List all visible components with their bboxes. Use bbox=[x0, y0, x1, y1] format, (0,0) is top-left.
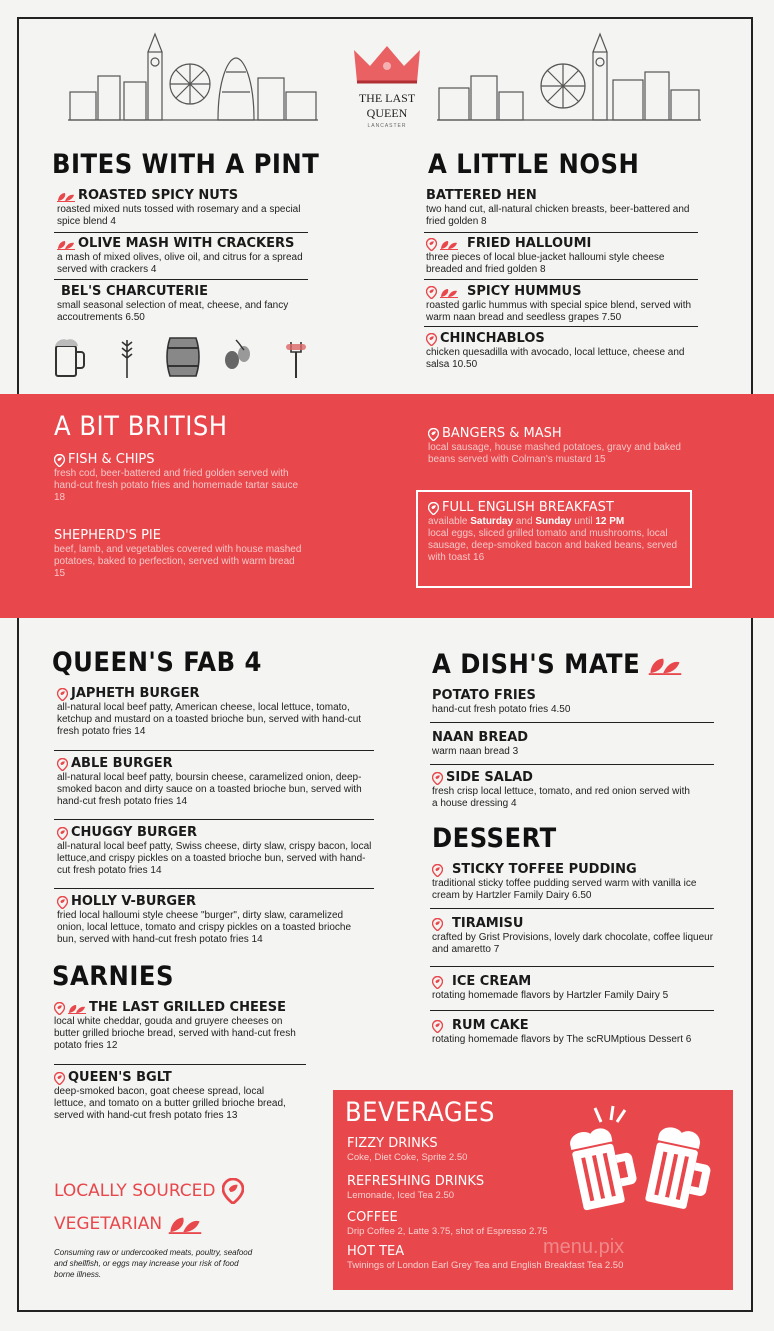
locally-sourced-icon bbox=[426, 286, 437, 299]
legend-local bbox=[54, 1178, 244, 1204]
item-name: JAPHETH BURGER bbox=[71, 686, 200, 701]
item-name: CHINCHABLOS bbox=[440, 331, 545, 346]
divider bbox=[430, 966, 714, 967]
item-name: FULL ENGLISH BREAKFAST bbox=[442, 500, 614, 515]
sausage-fork-icon bbox=[284, 338, 308, 378]
menu-item bbox=[426, 331, 696, 371]
divider bbox=[54, 888, 374, 889]
locally-sourced-icon bbox=[54, 1072, 65, 1085]
menu-item bbox=[54, 452, 304, 504]
item-name: SHEPHERD'S PIE bbox=[54, 528, 161, 543]
locally-sourced-icon bbox=[57, 827, 68, 840]
item-desc: local sausage, house mashed potatoes, gravy and baked beans served with Colman's mustard 15 bbox=[428, 442, 681, 465]
vegetarian-icon bbox=[68, 1003, 86, 1014]
section-title-british: A BIT BRITISH bbox=[54, 411, 228, 442]
divider bbox=[54, 279, 308, 280]
locally-sourced-icon bbox=[432, 918, 443, 931]
item-desc: three pieces of local blue-jacket halloumi style cheese breaded and fried golden 8 bbox=[426, 252, 665, 275]
divider bbox=[54, 232, 308, 233]
vegetarian-icon bbox=[57, 191, 75, 202]
item-desc: rotating homemade flavors by The scRUMptious Dessert 6 bbox=[432, 1034, 692, 1045]
item-desc: crafted by Grist Provisions, lovely dark chocolate, coffee liqueur and amaretto 7 bbox=[432, 932, 714, 955]
barrel-icon bbox=[166, 336, 200, 378]
item-desc: fried local halloumi style cheese "burger", dirty slaw, caramelized onion, local lettuce, tomato and crispy pickles on a toasted brioche bun, served with hand-cut fresh potato fries 14 bbox=[57, 910, 352, 945]
locally-sourced-icon bbox=[57, 688, 68, 701]
item-desc: roasted garlic hummus with special spice blend, served with warm naan bread and seedless grapes 7.50 bbox=[426, 300, 692, 323]
menu-item bbox=[347, 1244, 731, 1272]
menu-item bbox=[57, 756, 373, 808]
item-name: HOT TEA bbox=[347, 1244, 405, 1259]
item-name: THE LAST GRILLED CHEESE bbox=[89, 1000, 286, 1015]
item-name: ROASTED SPICY NUTS bbox=[78, 188, 239, 203]
vegetarian-icon bbox=[440, 287, 458, 298]
locally-sourced-icon bbox=[57, 896, 68, 909]
menu-item bbox=[54, 528, 304, 580]
wheat-icon bbox=[118, 336, 136, 378]
locally-sourced-icon bbox=[428, 428, 439, 441]
full-english-box bbox=[416, 490, 692, 588]
item-desc: roasted mixed nuts tossed with rosemary and a special spice blend 4 bbox=[57, 204, 301, 227]
item-name: ABLE BURGER bbox=[71, 756, 173, 771]
locally-sourced-icon bbox=[54, 454, 65, 467]
divider bbox=[430, 722, 714, 723]
menu-item bbox=[426, 236, 696, 276]
london-skyline-left-icon bbox=[68, 32, 318, 124]
item-desc: local white cheddar, gouda and gruyere cheeses on butter grilled brioche bread, served with hand-cut fresh potato fries 12 bbox=[54, 1016, 296, 1051]
item-desc: Coke, Diet Coke, Sprite 2.50 bbox=[347, 1152, 468, 1163]
item-desc: rotating homemade flavors by Hartzler Family Dairy 5 bbox=[432, 990, 669, 1001]
item-desc: fresh cod, beer-battered and fried golden served with hand-cut fresh potato fries and homemade tartar sauce 18 bbox=[54, 468, 299, 503]
menu-item bbox=[432, 688, 712, 716]
cheers-mugs-icon bbox=[563, 1104, 723, 1224]
item-name: COFFEE bbox=[347, 1210, 398, 1225]
menu-item bbox=[432, 862, 714, 902]
divider bbox=[430, 908, 714, 909]
item-desc: two hand cut, all-natural chicken breasts, beer-battered and fried golden 8 bbox=[426, 204, 690, 227]
menu-item bbox=[426, 284, 698, 324]
divider bbox=[430, 1010, 714, 1011]
item-desc: fresh crisp local lettuce, tomato, and red onion served with a house dressing 4 bbox=[432, 786, 690, 809]
section-title-fab4: QUEEN'S FAB 4 bbox=[52, 647, 262, 678]
availability-until: until bbox=[574, 516, 593, 527]
section-title-mate: A DISH'S MATE bbox=[432, 649, 641, 680]
item-name: POTATO FRIES bbox=[432, 688, 536, 703]
locally-sourced-icon bbox=[432, 1020, 443, 1033]
item-name: ICE CREAM bbox=[452, 974, 532, 989]
item-desc: local eggs, sliced grilled tomato and mushrooms, local sausage, deep-smoked bacon and baked beans, served with toast 16 bbox=[428, 528, 678, 563]
item-desc: Twinings of London Earl Grey Tea and English Breakfast Tea 2.50 bbox=[347, 1260, 624, 1271]
item-name: FIZZY DRINKS bbox=[347, 1136, 438, 1151]
item-name: OLIVE MASH WITH CRACKERS bbox=[78, 236, 295, 251]
item-name: STICKY TOFFEE PUDDING bbox=[452, 862, 637, 877]
item-desc: Lemonade, Iced Tea 2.50 bbox=[347, 1190, 455, 1201]
menu-item bbox=[57, 894, 373, 946]
item-desc: all-natural local beef patty, American cheese, local lettuce, tomato, ketchup and mustard on a toasted brioche bun, served with hand-cut fresh potato fries 14 bbox=[57, 702, 362, 737]
legend-local-label: LOCALLY SOURCED bbox=[54, 1181, 216, 1201]
divider bbox=[424, 326, 698, 327]
item-name: RUM CAKE bbox=[452, 1018, 529, 1033]
section-title-nosh: A LITTLE NOSH bbox=[428, 149, 640, 180]
food-safety-warning: Consuming raw or undercooked meats, poultry, seafood and shellfish, or eggs may increase your risk of food borne illness. bbox=[54, 1248, 253, 1279]
menu-item bbox=[428, 500, 684, 564]
vegetarian-icon bbox=[168, 1214, 202, 1234]
item-desc: hand-cut fresh potato fries 4.50 bbox=[432, 704, 571, 715]
menu-item bbox=[54, 1070, 288, 1122]
locally-sourced-icon bbox=[432, 976, 443, 989]
menu-item bbox=[428, 426, 690, 466]
divider bbox=[430, 764, 714, 765]
item-name: REFRESHING DRINKS bbox=[347, 1174, 485, 1189]
section-title-dessert: DESSERT bbox=[432, 823, 557, 854]
divider bbox=[424, 279, 698, 280]
item-desc: all-natural local beef patty, Swiss cheese, dirty slaw, crispy bacon, local lettuce,and crispy pickles on a toasted brioche bun, served with hand-cut fresh potato fries 14 bbox=[57, 841, 372, 876]
locally-sourced-icon bbox=[432, 864, 443, 877]
item-name: BANGERS & MASH bbox=[442, 426, 562, 441]
item-desc: beef, lamb, and vegetables covered with house mashed potatoes, baked to perfection, served with warm bread 15 bbox=[54, 544, 302, 579]
divider bbox=[54, 819, 374, 820]
section-header-mate bbox=[432, 650, 682, 680]
vegetarian-icon bbox=[440, 239, 458, 250]
availability-and: and bbox=[515, 516, 533, 527]
locally-sourced-icon bbox=[57, 758, 68, 771]
beer-mug-icon bbox=[54, 336, 86, 378]
legend-veg-label: VEGETARIAN bbox=[54, 1214, 163, 1234]
item-name: TIRAMISU bbox=[452, 916, 524, 931]
item-desc: Drip Coffee 2, Latte 3.75, shot of Espresso 2.75 bbox=[347, 1226, 548, 1237]
divider bbox=[54, 750, 374, 751]
item-desc: a mash of mixed olives, olive oil, and citrus for a spread served with crackers 4 bbox=[57, 252, 303, 275]
item-name: BATTERED HEN bbox=[426, 188, 537, 203]
menu-item bbox=[432, 916, 714, 956]
hops-icon bbox=[222, 338, 252, 374]
locally-sourced-icon bbox=[432, 772, 443, 785]
menu-item bbox=[57, 236, 307, 276]
availability-day2: Sunday bbox=[535, 516, 572, 527]
vegetarian-icon bbox=[57, 239, 75, 250]
availability-day1: Saturday bbox=[470, 516, 514, 527]
locally-sourced-icon bbox=[426, 238, 437, 251]
item-name: HOLLY V-BURGER bbox=[71, 894, 196, 909]
menu-item bbox=[432, 1018, 724, 1046]
divider bbox=[424, 232, 698, 233]
item-desc: small seasonal selection of meat, cheese, and fancy accoutrements 6.50 bbox=[57, 300, 289, 323]
item-name: BEL'S CHARCUTERIE bbox=[61, 284, 209, 299]
section-title-sarnies: SARNIES bbox=[52, 961, 174, 992]
item-desc: chicken quesadilla with avocado, local lettuce, cheese and salsa 10.50 bbox=[426, 347, 685, 370]
item-desc: warm naan bread 3 bbox=[432, 746, 519, 757]
item-name: SPICY HUMMUS bbox=[467, 284, 582, 299]
item-desc: deep-smoked bacon, goat cheese spread, local lettuce, and tomato on a butter grilled brioche bread, served with hand-cut fresh potato fries 13 bbox=[54, 1086, 286, 1121]
locally-sourced-icon bbox=[222, 1178, 244, 1204]
section-title-bites: BITES WITH A PINT bbox=[52, 149, 320, 180]
menu-item bbox=[432, 770, 692, 810]
beverages-panel bbox=[333, 1090, 733, 1290]
crown-icon bbox=[352, 44, 422, 86]
brand-name-line2: QUEEN bbox=[366, 106, 408, 120]
menu-item bbox=[57, 188, 307, 228]
legend-veg bbox=[54, 1214, 202, 1234]
locally-sourced-icon bbox=[54, 1002, 65, 1015]
brand-name-line1: THE LAST bbox=[358, 91, 416, 105]
menu-item bbox=[57, 284, 307, 324]
divider bbox=[54, 1064, 306, 1065]
brand-logo bbox=[337, 44, 437, 129]
item-name: CHUGGY BURGER bbox=[71, 825, 198, 840]
menu-item bbox=[426, 188, 696, 228]
watermark: menu.pix bbox=[543, 1236, 625, 1258]
availability-time: 12 PM bbox=[595, 516, 625, 527]
item-desc: traditional sticky toffee pudding served warm with vanilla ice cream by Hartzler Family Dairy 6.50 bbox=[432, 878, 697, 901]
item-name: QUEEN'S BGLT bbox=[68, 1070, 172, 1085]
availability-line bbox=[428, 516, 684, 528]
vegetarian-icon bbox=[648, 655, 682, 675]
menu-item bbox=[57, 825, 373, 877]
menu-item bbox=[57, 686, 373, 738]
london-skyline-right-icon bbox=[437, 32, 701, 124]
locally-sourced-icon bbox=[426, 333, 437, 346]
menu-item bbox=[432, 974, 714, 1002]
item-name: FISH & CHIPS bbox=[68, 452, 155, 467]
item-name: NAAN BREAD bbox=[432, 730, 529, 745]
brand-tagline: LANCASTER bbox=[367, 123, 407, 129]
item-desc: all-natural local beef patty, boursin cheese, caramelized onion, deep-smoked bacon and dirty sauce on a toasted brioche bun, served with hand-cut fresh potato fries 14 bbox=[57, 772, 362, 807]
section-title-beverages: BEVERAGES bbox=[345, 1097, 495, 1128]
availability-prefix: available bbox=[428, 516, 468, 527]
item-name: FRIED HALLOUMI bbox=[467, 236, 592, 251]
item-name: SIDE SALAD bbox=[446, 770, 533, 785]
menu-item bbox=[432, 730, 712, 758]
locally-sourced-icon bbox=[428, 502, 439, 515]
menu-item bbox=[54, 1000, 304, 1052]
